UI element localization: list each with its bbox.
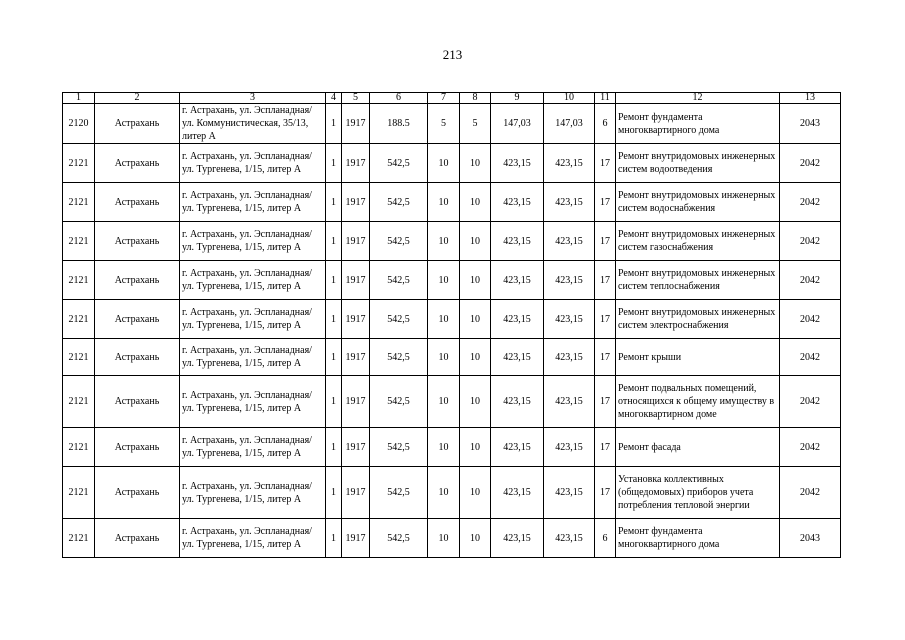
column-header: 11 xyxy=(595,93,616,104)
col9-cell: 423,15 xyxy=(491,222,544,261)
row-number-cell: 2121 xyxy=(63,428,95,467)
column-header: 3 xyxy=(180,93,326,104)
col10-cell: 423,15 xyxy=(544,222,595,261)
col9-cell: 423,15 xyxy=(491,183,544,222)
col4-cell: 1 xyxy=(326,104,342,144)
col4-cell: 1 xyxy=(326,300,342,339)
col8-cell: 10 xyxy=(460,467,491,519)
planned-year-cell: 2042 xyxy=(780,144,841,183)
row-number-cell: 2121 xyxy=(63,339,95,376)
header-row xyxy=(63,93,841,104)
col11-cell: 17 xyxy=(595,428,616,467)
column-header: 8 xyxy=(460,93,491,104)
table-row xyxy=(63,339,841,376)
year-cell: 1917 xyxy=(342,339,370,376)
work-type-cell: Ремонт подвальных помещений, относящихся к общему имуществу в многоквартирном доме xyxy=(616,376,780,428)
col10-cell: 423,15 xyxy=(544,144,595,183)
col10-cell: 423,15 xyxy=(544,519,595,558)
address-cell: г. Астрахань, ул. Эспланадная/ ул. Тургенева, 1/15, литер А xyxy=(180,467,326,519)
col7-cell: 10 xyxy=(428,183,460,222)
row-number-cell: 2121 xyxy=(63,376,95,428)
area-cell: 542,5 xyxy=(370,339,428,376)
col7-cell: 10 xyxy=(428,261,460,300)
col7-cell: 10 xyxy=(428,467,460,519)
col7-cell: 10 xyxy=(428,339,460,376)
col7-cell: 10 xyxy=(428,222,460,261)
row-number-cell: 2120 xyxy=(63,104,95,144)
row-number-cell: 2121 xyxy=(63,144,95,183)
year-cell: 1917 xyxy=(342,183,370,222)
column-header: 12 xyxy=(616,93,780,104)
col8-cell: 10 xyxy=(460,376,491,428)
col10-cell: 423,15 xyxy=(544,376,595,428)
planned-year-cell: 2042 xyxy=(780,376,841,428)
city-cell: Астрахань xyxy=(95,104,180,144)
col4-cell: 1 xyxy=(326,467,342,519)
column-header: 4 xyxy=(326,93,342,104)
col11-cell: 17 xyxy=(595,467,616,519)
col7-cell: 10 xyxy=(428,144,460,183)
work-type-cell: Ремонт внутридомовых инженерных систем электроснабжения xyxy=(616,300,780,339)
col11-cell: 17 xyxy=(595,222,616,261)
year-cell: 1917 xyxy=(342,376,370,428)
col9-cell: 423,15 xyxy=(491,261,544,300)
col11-cell: 17 xyxy=(595,261,616,300)
area-cell: 542,5 xyxy=(370,519,428,558)
work-type-cell: Ремонт фундамента многоквартирного дома xyxy=(616,519,780,558)
year-cell: 1917 xyxy=(342,104,370,144)
area-cell: 188.5 xyxy=(370,104,428,144)
year-cell: 1917 xyxy=(342,300,370,339)
col11-cell: 17 xyxy=(595,339,616,376)
table-row xyxy=(63,261,841,300)
work-type-cell: Ремонт фундамента многоквартирного дома xyxy=(616,104,780,144)
column-header: 13 xyxy=(780,93,841,104)
col7-cell: 10 xyxy=(428,519,460,558)
table-row xyxy=(63,222,841,261)
column-header: 6 xyxy=(370,93,428,104)
col4-cell: 1 xyxy=(326,339,342,376)
column-header: 1 xyxy=(63,93,95,104)
year-cell: 1917 xyxy=(342,467,370,519)
address-cell: г. Астрахань, ул. Эспланадная/ ул. Тургенева, 1/15, литер А xyxy=(180,428,326,467)
work-type-cell: Ремонт внутридомовых инженерных систем водоснабжения xyxy=(616,183,780,222)
city-cell: Астрахань xyxy=(95,300,180,339)
col4-cell: 1 xyxy=(326,376,342,428)
city-cell: Астрахань xyxy=(95,183,180,222)
col4-cell: 1 xyxy=(326,222,342,261)
year-cell: 1917 xyxy=(342,261,370,300)
col10-cell: 423,15 xyxy=(544,300,595,339)
year-cell: 1917 xyxy=(342,144,370,183)
col9-cell: 147,03 xyxy=(491,104,544,144)
col8-cell: 10 xyxy=(460,222,491,261)
area-cell: 542,5 xyxy=(370,376,428,428)
row-number-cell: 2121 xyxy=(63,261,95,300)
col10-cell: 423,15 xyxy=(544,428,595,467)
row-number-cell: 2121 xyxy=(63,519,95,558)
col7-cell: 10 xyxy=(428,376,460,428)
address-cell: г. Астрахань, ул. Эспланадная/ ул. Тургенева, 1/15, литер А xyxy=(180,519,326,558)
column-header: 5 xyxy=(342,93,370,104)
address-cell: г. Астрахань, ул. Эспланадная/ ул. Тургенева, 1/15, литер А xyxy=(180,300,326,339)
address-cell: г. Астрахань, ул. Эспланадная/ ул. Тургенева, 1/15, литер А xyxy=(180,339,326,376)
planned-year-cell: 2042 xyxy=(780,300,841,339)
col8-cell: 10 xyxy=(460,261,491,300)
row-number-cell: 2121 xyxy=(63,467,95,519)
area-cell: 542,5 xyxy=(370,144,428,183)
city-cell: Астрахань xyxy=(95,144,180,183)
table-row xyxy=(63,144,841,183)
column-header: 10 xyxy=(544,93,595,104)
table-row xyxy=(63,104,841,144)
planned-year-cell: 2043 xyxy=(780,104,841,144)
row-number-cell: 2121 xyxy=(63,222,95,261)
city-cell: Астрахань xyxy=(95,467,180,519)
col7-cell: 10 xyxy=(428,428,460,467)
col10-cell: 423,15 xyxy=(544,183,595,222)
planned-year-cell: 2042 xyxy=(780,222,841,261)
table-row xyxy=(63,376,841,428)
work-type-cell: Ремонт внутридомовых инженерных систем теплоснабжения xyxy=(616,261,780,300)
col8-cell: 10 xyxy=(460,339,491,376)
col11-cell: 17 xyxy=(595,300,616,339)
col9-cell: 423,15 xyxy=(491,144,544,183)
address-cell: г. Астрахань, ул. Эспланадная/ ул. Тургенева, 1/15, литер А xyxy=(180,222,326,261)
col4-cell: 1 xyxy=(326,428,342,467)
col9-cell: 423,15 xyxy=(491,467,544,519)
work-type-cell: Ремонт фасада xyxy=(616,428,780,467)
col7-cell: 5 xyxy=(428,104,460,144)
year-cell: 1917 xyxy=(342,222,370,261)
col11-cell: 6 xyxy=(595,519,616,558)
planned-year-cell: 2042 xyxy=(780,261,841,300)
table-row xyxy=(63,519,841,558)
col4-cell: 1 xyxy=(326,144,342,183)
col9-cell: 423,15 xyxy=(491,300,544,339)
col10-cell: 423,15 xyxy=(544,261,595,300)
area-cell: 542,5 xyxy=(370,467,428,519)
planned-year-cell: 2043 xyxy=(780,519,841,558)
col4-cell: 1 xyxy=(326,183,342,222)
area-cell: 542,5 xyxy=(370,261,428,300)
address-cell: г. Астрахань, ул. Эспланадная/ ул. Коммунистическая, 35/13, литер А xyxy=(180,104,326,144)
planned-year-cell: 2042 xyxy=(780,467,841,519)
col9-cell: 423,15 xyxy=(491,339,544,376)
work-type-cell: Ремонт внутридомовых инженерных систем водоотведения xyxy=(616,144,780,183)
col10-cell: 423,15 xyxy=(544,339,595,376)
area-cell: 542,5 xyxy=(370,300,428,339)
table-row xyxy=(63,183,841,222)
col10-cell: 423,15 xyxy=(544,467,595,519)
table-row xyxy=(63,428,841,467)
column-header: 9 xyxy=(491,93,544,104)
row-number-cell: 2121 xyxy=(63,300,95,339)
col11-cell: 6 xyxy=(595,104,616,144)
col8-cell: 10 xyxy=(460,183,491,222)
address-cell: г. Астрахань, ул. Эспланадная/ ул. Тургенева, 1/15, литер А xyxy=(180,144,326,183)
col4-cell: 1 xyxy=(326,519,342,558)
work-type-cell: Установка коллективных (общедомовых) приборов учета потребления тепловой энергии xyxy=(616,467,780,519)
year-cell: 1917 xyxy=(342,428,370,467)
planned-year-cell: 2042 xyxy=(780,428,841,467)
col4-cell: 1 xyxy=(326,261,342,300)
city-cell: Астрахань xyxy=(95,339,180,376)
column-header: 2 xyxy=(95,93,180,104)
col8-cell: 10 xyxy=(460,519,491,558)
city-cell: Астрахань xyxy=(95,428,180,467)
city-cell: Астрахань xyxy=(95,519,180,558)
column-header: 7 xyxy=(428,93,460,104)
work-type-cell: Ремонт крыши xyxy=(616,339,780,376)
data-table xyxy=(62,92,841,558)
row-number-cell: 2121 xyxy=(63,183,95,222)
col8-cell: 10 xyxy=(460,144,491,183)
table-row xyxy=(63,467,841,519)
area-cell: 542,5 xyxy=(370,222,428,261)
address-cell: г. Астрахань, ул. Эспланадная/ ул. Тургенева, 1/15, литер А xyxy=(180,261,326,300)
work-type-cell: Ремонт внутридомовых инженерных систем газоснабжения xyxy=(616,222,780,261)
planned-year-cell: 2042 xyxy=(780,339,841,376)
planned-year-cell: 2042 xyxy=(780,183,841,222)
city-cell: Астрахань xyxy=(95,261,180,300)
col8-cell: 5 xyxy=(460,104,491,144)
city-cell: Астрахань xyxy=(95,376,180,428)
year-cell: 1917 xyxy=(342,519,370,558)
col9-cell: 423,15 xyxy=(491,519,544,558)
col11-cell: 17 xyxy=(595,376,616,428)
page-number: 213 xyxy=(442,47,463,62)
area-cell: 542,5 xyxy=(370,428,428,467)
address-cell: г. Астрахань, ул. Эспланадная/ ул. Тургенева, 1/15, литер А xyxy=(180,183,326,222)
col7-cell: 10 xyxy=(428,300,460,339)
col11-cell: 17 xyxy=(595,144,616,183)
col9-cell: 423,15 xyxy=(491,428,544,467)
col9-cell: 423,15 xyxy=(491,376,544,428)
city-cell: Астрахань xyxy=(95,222,180,261)
table-row xyxy=(63,300,841,339)
col8-cell: 10 xyxy=(460,428,491,467)
area-cell: 542,5 xyxy=(370,183,428,222)
col11-cell: 17 xyxy=(595,183,616,222)
address-cell: г. Астрахань, ул. Эспланадная/ ул. Тургенева, 1/15, литер А xyxy=(180,376,326,428)
col10-cell: 147,03 xyxy=(544,104,595,144)
col8-cell: 10 xyxy=(460,300,491,339)
